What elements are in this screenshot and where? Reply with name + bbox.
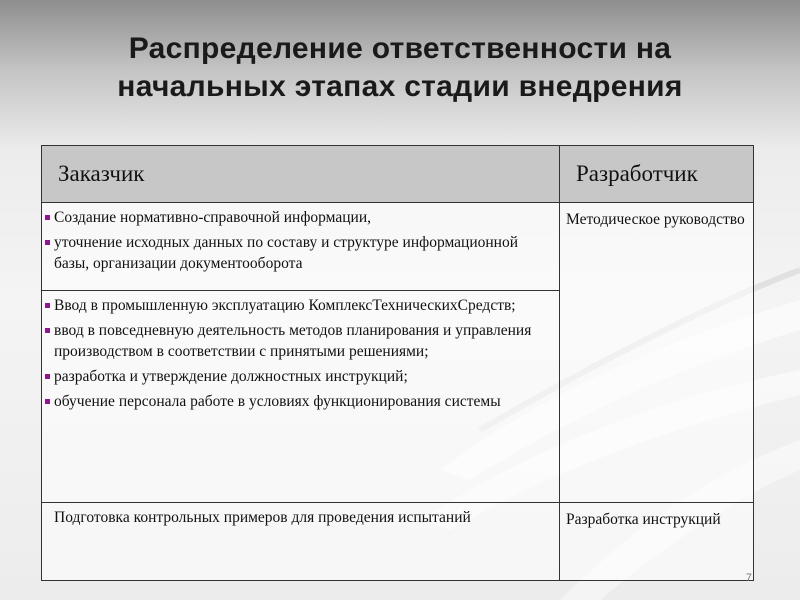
- list-item: уточнение исходных данных по составу и структуре информационной базы, организации документооборота: [54, 232, 553, 274]
- title-line-2: начальных этапах стадии внедрения: [117, 70, 683, 103]
- list-item: Ввод в промышленную эксплуатацию КомплексТехническихСредств;: [54, 295, 553, 316]
- list-item: Создание нормативно-справочной информации,: [54, 207, 553, 228]
- table-row: [42, 503, 754, 581]
- customer-cell: [42, 291, 560, 503]
- table-header-row: [42, 146, 754, 203]
- title-line-1: Распределение ответственности на: [128, 32, 672, 65]
- list-item: ввод в повседневную деятельность методов планирования и управления производством в соответствии с принятыми решениями;: [54, 320, 553, 362]
- header-developer: Разработчик: [560, 146, 754, 203]
- customer-list: [54, 295, 553, 412]
- developer-cell: Методическое руководство: [560, 203, 754, 503]
- customer-cell: Подготовка контрольных примеров для проведения испытаний: [42, 503, 560, 581]
- customer-cell: [42, 203, 560, 291]
- list-item: разработка и утверждение должностных инструкций;: [54, 366, 553, 387]
- slide-number: 7: [745, 572, 752, 584]
- header-customer: Заказчик: [42, 146, 560, 203]
- list-item: обучение персонала работе в условиях функционирования системы: [54, 391, 553, 412]
- responsibility-table: [41, 145, 754, 581]
- slide-title: [0, 30, 800, 106]
- customer-list: [54, 207, 553, 274]
- developer-cell: Разработка инструкций: [560, 503, 754, 581]
- table-row: [42, 203, 754, 291]
